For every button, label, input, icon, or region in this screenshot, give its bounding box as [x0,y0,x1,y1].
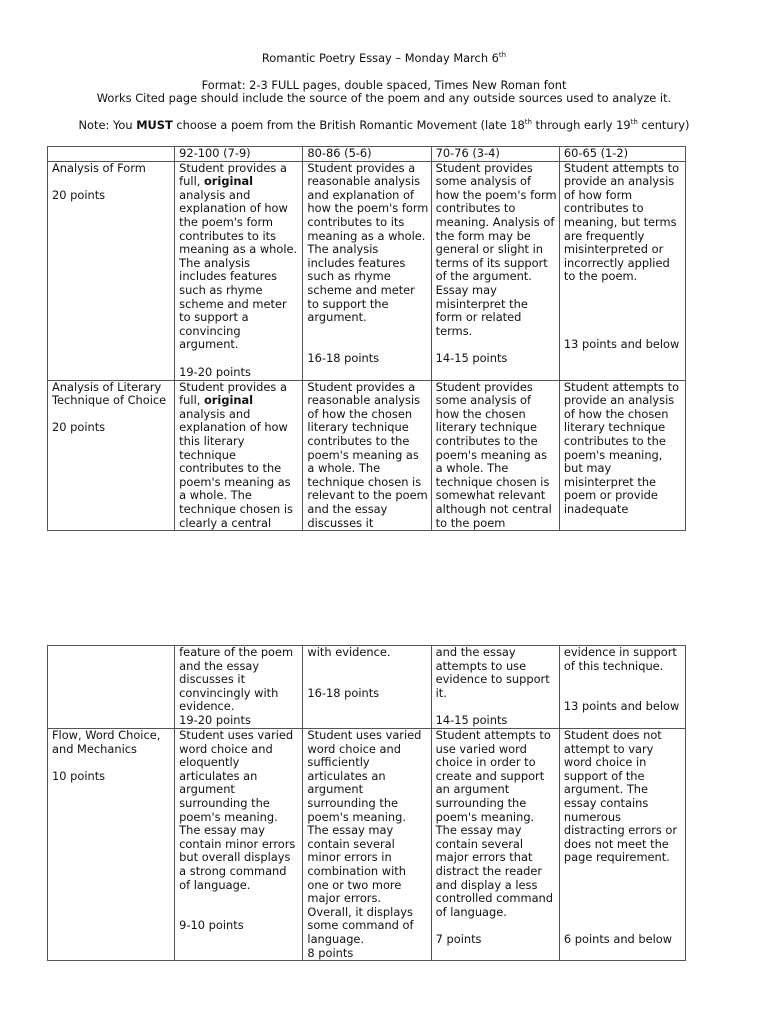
page-title: Romantic Poetry Essay – Monday March 6th [261,51,507,65]
criterion-label [48,646,175,729]
rubric-cell: Student attempts to provide an analysis of how form contributes to meaning, but terms are frequently misinterpreted or incorrectly applied to the poem. 13 points and below [559,161,685,380]
rubric-cell: Student provides some analysis of how the chosen literary technique contributes to the poem's meaning as a whole. The technique chosen is somewhat relevant although not central to the poem [431,380,559,531]
rubric-cell: Student provides a reasonable analysis of how the chosen literary technique contributes to the poem's meaning as a whole. The technique chosen is relevant to the poem and the essay discusses it [303,380,431,531]
rubric-cell: Student attempts to use varied word choice in order to create and support an argument surrounding the poem's meaning. The essay may contain several major errors that distract the reader and display a less controlled command of language. 7 points [431,729,559,961]
header-cell [48,147,175,162]
rubric-cell: Student does not attempt to vary word choice in support of the argument. The essay contains numerous distracting errors or does not meet the page requirement. 6 points and below [559,729,685,961]
rubric-cell: Student provides a reasonable analysis and explanation of how the poem's form contributes to its meaning as a whole. The analysis includes features such as rhyme scheme and meter to support the argument. 16-18 points [303,161,431,380]
rubric-cell: Student attempts to provide an analysis of how the chosen literary technique contributes to the poem's meaning, but may misinterpret the poem or provide inadequate [559,380,685,531]
rubric-cell: Student uses varied word choice and sufficiently articulates an argument surrounding the poem's meaning. The essay may contain several minor errors in combination with one or two more major errors. Overall, it displays some command of language. 8 points [303,729,431,961]
rubric-table-part-2 [47,645,686,961]
table-row [48,646,686,729]
header-cell: 80-86 (5-6) [303,147,431,162]
rubric-cell: and the essay attempts to use evidence to support it. 14-15 points [431,646,559,729]
rubric-cell: Student provides a full, original analysis and explanation of how the poem's form contributes to its meaning as a whole. The analysis includes features such as rhyme scheme and meter to support a convincing argument. 19-20 points [175,161,303,380]
criterion-label: Analysis of Literary Technique of Choice 20 points [48,380,175,531]
rubric-table-part-1 [47,146,686,531]
rubric-cell: feature of the poem and the essay discusses it convincingly with evidence. 19-20 points [175,646,303,729]
rubric-cell: Student uses varied word choice and eloquently articulates an argument surrounding the poem's meaning. The essay may contain minor errors but overall displays a strong command of language. 9-10 points [175,729,303,961]
criterion-label: Analysis of Form 20 points [48,161,175,380]
header-cell: 70-76 (3-4) [431,147,559,162]
criterion-label: Flow, Word Choice, and Mechanics 10 points [48,729,175,961]
rubric-cell: evidence in support of this technique. 13 points and below [559,646,685,729]
table-row [48,380,686,531]
table-header-row [48,147,686,162]
header-cell: 92-100 (7-9) [175,147,303,162]
rubric-cell: Student provides a full, original analysis and explanation of how this literary technique contributes to the poem's meaning as a whole. The technique chosen is clearly a central [175,380,303,531]
header-cell: 60-65 (1-2) [559,147,685,162]
works-cited-line: Works Cited page should include the source of the poem and any outside sources used to analyze it. [96,91,672,105]
table-row [48,729,686,961]
format-line: Format: 2-3 FULL pages, double spaced, Times New Roman font [201,78,567,92]
table-row [48,161,686,380]
rubric-cell: with evidence. 16-18 points [303,646,431,729]
rubric-cell: Student provides some analysis of how the poem's form contributes to meaning. Analysis of the form may be general or slight in terms of its support of the argument. Essay may misinterpret the form or related terms. 14-15 points [431,161,559,380]
note-line: Note: You MUST choose a poem from the British Romantic Movement (late 18th through early 19th century) [78,118,690,132]
